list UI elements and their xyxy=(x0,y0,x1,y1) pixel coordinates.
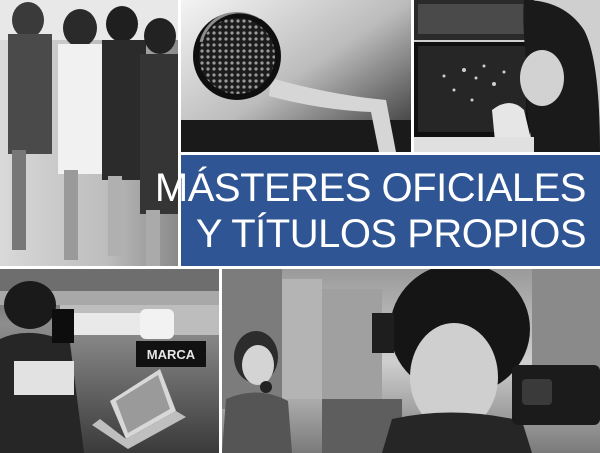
photo-microphone xyxy=(181,0,411,152)
photo-sports-photographer xyxy=(0,269,219,453)
banner-title-line-1: MÁSTERES OFICIALES xyxy=(154,165,586,210)
photo-fashion-runway xyxy=(0,0,178,266)
photo-reporter-camera xyxy=(222,269,600,453)
title-banner xyxy=(154,155,600,266)
photo-control-room-monitor xyxy=(414,0,600,152)
marca-sign-text: MARCA xyxy=(146,347,196,362)
banner-title-line-2: Y TÍTULOS PROPIOS xyxy=(195,211,586,256)
